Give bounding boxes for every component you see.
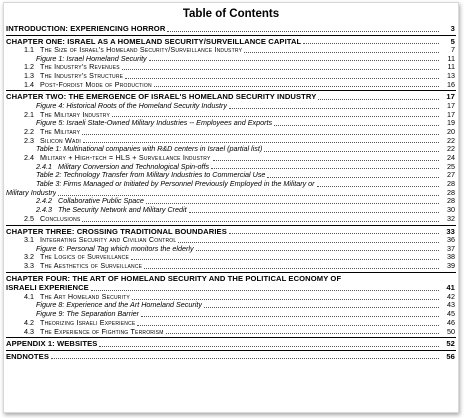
toc-entry-text: Military Industry — [6, 188, 57, 197]
dot-leader — [82, 220, 439, 222]
toc-entry-label — [4, 37, 301, 47]
toc-entry-label — [4, 24, 165, 34]
section-divider — [6, 35, 456, 36]
toc-entry-number: 3.1 — [24, 236, 34, 245]
dot-leader — [51, 357, 439, 359]
dot-leader — [178, 241, 439, 243]
toc-entry-label — [4, 81, 152, 90]
toc-entry-text: Silicon Wadi — [40, 136, 81, 145]
toc-entry-text: Figure 5: Israeli State-Owned Military Industries -- Employees and Exports — [36, 119, 273, 128]
toc-entry-text: APPENDIX 1: WEBSITES — [6, 339, 98, 349]
toc-entry-figure[interactable] — [4, 302, 458, 311]
toc-entry-text: Table 1: Multinational companies with R&D centers in Israel (partial list) — [36, 145, 263, 154]
toc-entry-section[interactable] — [4, 137, 458, 146]
toc-entry-page-number: 11 — [447, 62, 455, 72]
toc-entry-number: 3.3 — [24, 262, 34, 271]
toc-entry-text: INTRODUCTION: EXPERIENCING HORROR — [6, 24, 166, 33]
toc-entry-chapter[interactable] — [4, 274, 458, 284]
dot-leader — [144, 267, 439, 269]
section-divider — [6, 337, 456, 338]
toc-entry-chapter[interactable] — [4, 352, 458, 362]
toc-list — [4, 24, 458, 361]
toc-entry-page-number: 16 — [447, 79, 455, 89]
toc-entry-subsection[interactable] — [4, 198, 458, 207]
toc-entry-figure[interactable] — [4, 145, 458, 154]
toc-entry-label — [4, 328, 164, 337]
dot-leader — [303, 42, 439, 44]
toc-entry-figure[interactable] — [4, 245, 458, 254]
toc-entry-number: 1.4 — [24, 80, 34, 89]
toc-entry-page-number: 17 — [447, 109, 455, 119]
toc-entry-page-number: 5 — [450, 36, 455, 46]
toc-entry-page-number: 37 — [447, 243, 455, 253]
dot-leader — [229, 107, 439, 109]
toc-entry-number: 4.2 — [24, 318, 34, 327]
toc-entry-text: Post-Fordist Mode of Production — [40, 80, 152, 89]
toc-entry-number: 2.2 — [24, 127, 34, 136]
toc-entry-text: CHAPTER TWO: THE EMERGENCE OF ISRAEL'S HOMELAND SECURITY INDUSTRY — [6, 92, 317, 102]
toc-entry-label — [4, 189, 56, 198]
toc-entry-label — [4, 119, 272, 128]
toc-entry-chapter[interactable] — [4, 24, 458, 34]
toc-entry-page-number: 50 — [447, 326, 455, 336]
toc-entry-section[interactable] — [4, 215, 458, 224]
dot-leader — [166, 332, 439, 334]
toc-entry-number: 2.4.2 — [36, 197, 52, 206]
toc-entry-subsection[interactable] — [4, 163, 458, 172]
toc-entry-page-number: 19 — [447, 118, 455, 128]
toc-entry-section[interactable] — [4, 81, 458, 90]
toc-entry-chapter[interactable] — [4, 92, 458, 102]
dot-leader — [125, 77, 439, 79]
toc-entry-label — [4, 137, 81, 146]
dot-leader — [154, 85, 439, 87]
toc-entry-page-number: 45 — [447, 309, 455, 319]
dot-leader — [196, 249, 439, 251]
toc-entry-number: 2.4.1 — [36, 162, 52, 171]
toc-entry-text: The Art Homeland Security — [40, 292, 130, 301]
toc-entry-section[interactable] — [4, 293, 458, 302]
toc-entry-text: Collaborative Public Space — [58, 197, 144, 206]
toc-entry-text: CHAPTER THREE: CROSSING TRADITIONAL BOUNDARIES — [6, 226, 227, 236]
toc-entry-label — [4, 274, 341, 284]
toc-entry-label — [4, 102, 227, 111]
dot-leader — [112, 115, 439, 117]
toc-entry-label — [4, 293, 130, 302]
toc-entry-number: 2.4 — [24, 154, 34, 163]
toc-entry-page-number: 13 — [447, 71, 455, 81]
toc-entry-text: Military Conversion and Technological Spin-offs — [58, 162, 210, 171]
dot-leader — [274, 124, 439, 126]
dot-leader — [137, 324, 439, 326]
toc-entry-label — [4, 301, 202, 310]
dot-leader — [264, 150, 439, 152]
dot-leader — [213, 159, 439, 161]
toc-entry-label — [4, 215, 80, 224]
toc-entry-label — [4, 145, 262, 154]
toc-entry-text: The Security Network and Military Credit — [58, 206, 187, 215]
toc-entry-page-number: 52 — [446, 339, 455, 349]
toc-entry-section[interactable] — [4, 328, 458, 337]
toc-entry-text: The Industry's Structure — [40, 72, 124, 81]
toc-entry-chapter[interactable] — [4, 339, 458, 349]
toc-entry-page-number: 56 — [446, 351, 455, 361]
toc-entry-text: The Size of Israel's Homeland Security/Surveillance Industry — [40, 45, 243, 54]
dot-leader — [244, 51, 439, 53]
toc-entry-label — [4, 227, 227, 237]
dot-leader — [211, 167, 439, 169]
dot-leader — [204, 306, 439, 308]
toc-entry-label — [4, 339, 97, 349]
toc-entry-label — [4, 46, 242, 55]
toc-entry-chapter[interactable] — [4, 37, 458, 47]
dot-leader — [132, 298, 439, 300]
dot-leader — [229, 232, 439, 234]
toc-entry-section[interactable] — [4, 262, 458, 271]
toc-entry-page-number: 30 — [447, 205, 455, 215]
toc-entry-text: The Military Industry — [40, 110, 111, 119]
toc-entry-section[interactable] — [4, 236, 458, 245]
toc-entry-text: Figure 8: Experience and the Art Homeland Security — [36, 301, 202, 310]
toc-entry-label — [4, 154, 211, 163]
toc-entry-text: Military + High-tech = HLS + Surveillance Industry — [40, 154, 211, 163]
toc-entry-page-number: 36 — [447, 235, 455, 245]
toc-entry-section[interactable] — [4, 253, 458, 262]
toc-entry-page-number: 32 — [447, 213, 455, 223]
toc-entry-number: 1.1 — [24, 45, 34, 54]
dot-leader — [318, 98, 439, 100]
toc-entry-page-number: 46 — [447, 317, 455, 327]
toc-entry-section[interactable] — [4, 111, 458, 120]
toc-entry-text: Conclusions — [40, 214, 81, 223]
dot-leader — [82, 133, 439, 135]
toc-entry-page-number: 33 — [446, 226, 455, 236]
toc-entry-page-number: 28 — [447, 196, 455, 206]
toc-entry-text: Figure 1: Israel Homeland Security — [36, 54, 147, 63]
toc-entry-label — [4, 55, 147, 64]
toc-entry-text: Figure 6: Personal Tag which monitors the elderly — [36, 244, 194, 253]
toc-entry-figure[interactable] — [4, 102, 458, 111]
dot-leader — [58, 194, 439, 196]
toc-entry-figure[interactable] — [4, 310, 458, 319]
toc-entry-page-number: 38 — [447, 252, 455, 262]
toc-entry-page-number: 11 — [447, 53, 455, 63]
dot-leader — [91, 289, 439, 291]
toc-entry-label — [4, 180, 315, 189]
toc-entry-page-number: 25 — [447, 161, 455, 171]
toc-entry-page-number: 24 — [447, 153, 455, 163]
toc-entry-number: 1.3 — [24, 72, 34, 81]
toc-entry-label — [4, 283, 89, 293]
toc-entry-label — [4, 92, 316, 102]
toc-entry-number: 2.1 — [24, 110, 34, 119]
toc-entry-figure[interactable] — [4, 189, 458, 198]
toc-entry-page-number: 43 — [447, 300, 455, 310]
toc-entry-label — [4, 245, 194, 254]
toc-entry-text: The Military — [40, 127, 81, 136]
toc-entry-label — [4, 352, 49, 362]
toc-entry-chapter[interactable] — [4, 283, 458, 293]
toc-entry-page-number: 28 — [447, 187, 455, 197]
toc-entry-text: CHAPTER ONE: ISRAEL AS A HOMELAND SECURITY/SURVEILLANCE CAPITAL — [6, 36, 302, 46]
toc-entry-figure[interactable] — [4, 171, 458, 180]
toc-entry-section[interactable] — [4, 63, 458, 72]
toc-entry-page-number: 17 — [446, 92, 455, 102]
dot-leader — [167, 30, 439, 32]
toc-entry-label — [4, 197, 144, 206]
toc-entry-page-number: 28 — [447, 179, 455, 189]
toc-entry-text: ENDNOTES — [6, 351, 49, 361]
toc-entry-text: The Aesthetics of Surveillance — [40, 262, 143, 271]
toc-entry-text: CHAPTER FOUR: THE ART OF HOMELAND SECURITY AND THE POLITICAL ECONOMY OF — [6, 273, 342, 283]
section-divider — [6, 225, 456, 226]
toc-entry-text: Theorizing Israeli Experience — [40, 318, 136, 327]
toc-entry-page-number: 42 — [447, 291, 455, 301]
dot-leader — [149, 59, 439, 61]
toc-entry-label — [4, 63, 120, 72]
toc-entry-page-number: 3 — [450, 24, 455, 33]
toc-entry-figure[interactable] — [4, 180, 458, 189]
toc-entry-label — [4, 72, 123, 81]
toc-entry-page-number: 27 — [447, 170, 455, 180]
toc-entry-page-number: 7 — [451, 44, 455, 54]
section-divider — [6, 90, 456, 91]
toc-entry-page-number: 20 — [447, 126, 455, 136]
toc-entry-text: The Industry's Revenues — [40, 63, 120, 72]
toc-entry-number: 2.3 — [24, 136, 34, 145]
toc-entry-text: Figure 4: Historical Roots of the Homeland Security Industry — [36, 101, 227, 110]
toc-entry-number: 4.3 — [24, 327, 34, 336]
document-page — [3, 2, 459, 413]
toc-entry-text: The Logics of Surveillance — [40, 253, 130, 262]
dot-leader — [146, 202, 439, 204]
toc-title: Table of Contents — [182, 8, 280, 20]
dot-leader — [317, 185, 439, 187]
toc-entry-page-number: 41 — [446, 283, 455, 293]
dot-leader — [267, 176, 439, 178]
section-divider — [6, 350, 456, 351]
toc-entry-number: 4.1 — [24, 292, 34, 301]
toc-entry-label — [4, 310, 139, 319]
toc-entry-figure[interactable] — [4, 119, 458, 128]
toc-entry-subsection[interactable] — [4, 206, 458, 215]
toc-entry-number: 2.5 — [24, 214, 34, 223]
toc-entry-label — [4, 319, 135, 328]
toc-entry-label — [4, 111, 110, 120]
toc-entry-page-number: 39 — [447, 261, 455, 271]
dot-leader — [83, 141, 439, 143]
toc-entry-page-number: 17 — [447, 100, 455, 110]
dot-leader — [122, 68, 439, 70]
toc-entry-number: 2.4.3 — [36, 206, 52, 215]
toc-entry-text: Figure 9: The Separation Barrier — [36, 310, 140, 319]
toc-entry-section[interactable] — [4, 154, 458, 163]
dot-leader — [141, 315, 439, 317]
toc-entry-text: Integrating Security and Civilian Control — [40, 236, 177, 245]
toc-entry-label — [4, 128, 80, 137]
toc-entry-text: Table 2: Technology Transfer from Military Industries to Commercial Use — [36, 171, 266, 180]
toc-entry-section[interactable] — [4, 319, 458, 328]
toc-entry-label — [4, 262, 142, 271]
toc-entry-page-number: 22 — [447, 144, 455, 154]
toc-entry-number: 1.2 — [24, 63, 34, 72]
toc-entry-figure[interactable] — [4, 55, 458, 64]
toc-entry-text: ISRAELI EXPERIENCE — [6, 283, 89, 293]
toc-entry-chapter[interactable] — [4, 227, 458, 237]
toc-entry-section[interactable] — [4, 46, 458, 55]
toc-entry-text: Table 3: Firms Managed or Initiated by Personnel Previously Employed in the Military or — [36, 180, 315, 189]
dot-leader — [99, 345, 439, 347]
dot-leader — [343, 280, 439, 281]
toc-entry-label — [4, 163, 209, 172]
toc-entry-page-number: 22 — [447, 135, 455, 145]
dot-leader — [131, 258, 439, 260]
toc-entry-label — [4, 253, 129, 262]
toc-entry-label — [4, 236, 176, 245]
toc-entry-text: The Experience of Fighting Terrorism — [40, 327, 164, 336]
toc-entry-section[interactable] — [4, 128, 458, 137]
toc-entry-number: 3.2 — [24, 253, 34, 262]
toc-entry-section[interactable] — [4, 72, 458, 81]
dot-leader — [189, 211, 439, 213]
section-divider — [6, 272, 456, 273]
toc-entry-label — [4, 206, 187, 215]
toc-entry-label — [4, 171, 265, 180]
